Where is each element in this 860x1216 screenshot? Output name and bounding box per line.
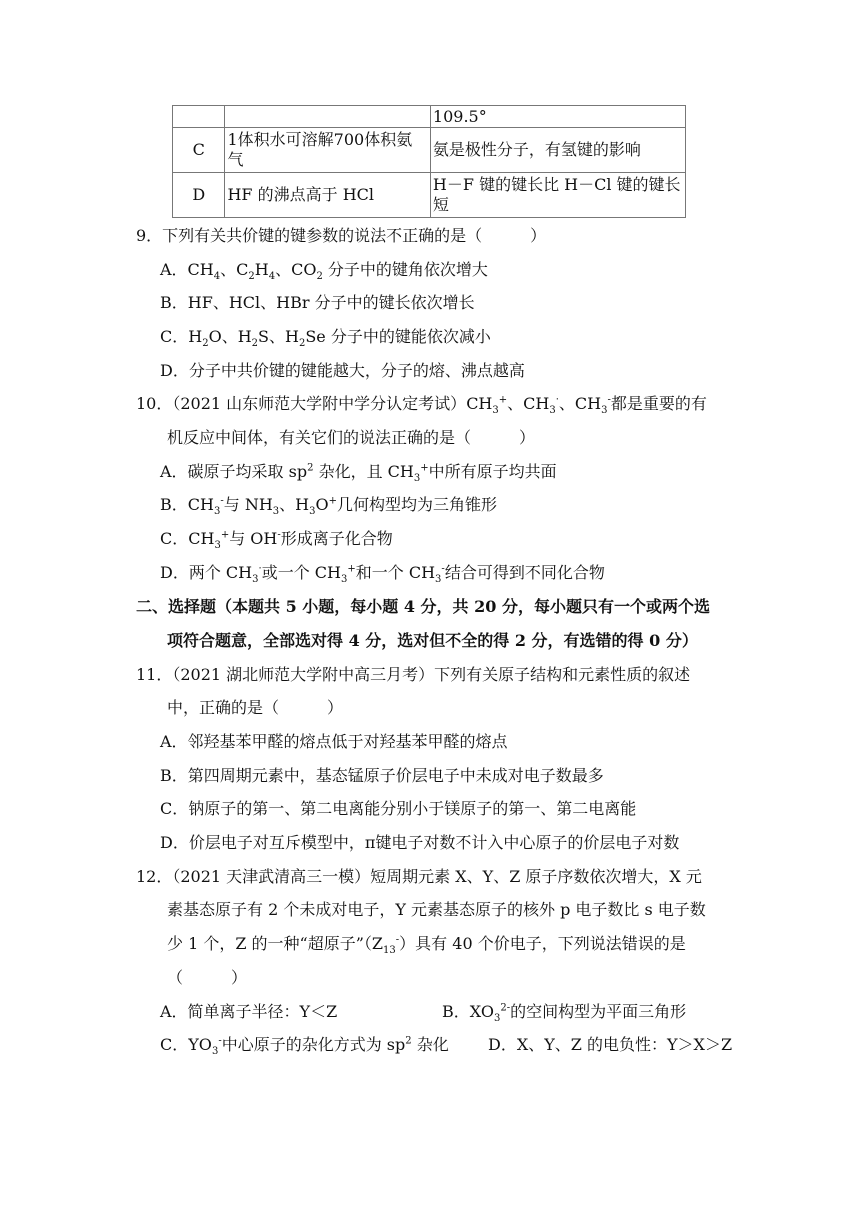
- question-11-stem-line1: 11．（2021 湖北师范大学附中高三月考）下列有关原子结构和元素性质的叙述: [136, 665, 691, 684]
- question-10-stem-line2: 机反应中间体，有关它们的说法正确的是（ ）: [167, 428, 536, 447]
- question-10-option-b: B．$CH_3^-$与 $NH_3$、$H_3O^+$几何构型均为三角锥形: [160, 495, 498, 518]
- question-9-option-c: C．$H_2O$、$H_2S$、$H_2Se$ 分子中的键能依次减小: [160, 327, 491, 350]
- question-12-stem-line2: 素基态原子有 2 个未成对电子，Y 元素基态原子的核外 p 电子数比 s 电子数: [167, 900, 706, 919]
- question-11-option-b: B．第四周期元素中，基态锰原子价层电子中未成对电子数最多: [160, 766, 604, 785]
- question-9-option-d: D．分子中共价键的键能越大，分子的熔、沸点越高: [160, 361, 525, 380]
- question-10-option-a: A．碳原子均采取 $sp^2$ 杂化，且 $CH_3^+$中所有原子均共面: [160, 462, 557, 485]
- question-12-option-d: D．X、Y、Z 的电负性：Y＞X＞Z: [488, 1035, 733, 1054]
- table-row: [173, 106, 686, 128]
- question-10-option-c: C．$CH_3^+$与 OH-形成离子化合物: [160, 529, 393, 552]
- table-cell-fact: HF 的沸点高于 HCl: [225, 173, 430, 218]
- question-11-option-c: C．钠原子的第一、第二电离能分别小于镁原子的第一、第二电离能: [160, 799, 637, 818]
- table-cell-label: C: [173, 128, 225, 173]
- question-10-stem-line1: 10．（2021 山东师范大学附中学分认定考试）$CH_3^+$、$CH_3^\cdot$、$CH_3^-$都是重要的有: [136, 394, 707, 417]
- table-row: [173, 128, 686, 173]
- question-12-option-a: A．简单离子半径：Y＜Z: [160, 1002, 338, 1021]
- table-cell-label: D: [173, 173, 225, 218]
- question-12-option-b: B．$XO_3^{2-}$的空间构型为平面三角形: [442, 1002, 687, 1025]
- question-11-stem-line2: 中，正确的是（ ）: [167, 698, 344, 717]
- table-row: [173, 173, 686, 218]
- comparison-table: [172, 105, 686, 218]
- question-9-option-b: B．HF、HCl、HBr 分子中的键长依次增长: [160, 293, 475, 312]
- section-2-heading-line2: 项符合题意，全部选对得 4 分，选对但不全的得 2 分，有选错的得 0 分）: [167, 631, 698, 650]
- question-12-stem-line1: 12．（2021 天津武清高三一模）短周期元素 X、Y、Z 原子序数依次增大，X 元: [136, 867, 702, 886]
- table-cell-fact: [225, 106, 430, 128]
- question-9-stem: 9．下列有关共价键的键参数的说法不正确的是（ ）: [136, 226, 547, 245]
- question-12-stem-line4: （ ）: [167, 968, 248, 987]
- question-10-option-d: D．两个 $CH_3^\cdot$或一个 $CH_3^+$和一个 $CH_3^-$结合可得到不同化合物: [160, 563, 605, 586]
- table-cell-label: [173, 106, 225, 128]
- question-11-option-a: A．邻羟基苯甲醛的熔点低于对羟基苯甲醛的熔点: [160, 732, 508, 751]
- table-cell-explain: 109.5°: [430, 106, 685, 128]
- section-2-heading-line1: 二、选择题（本题共 5 小题，每小题 4 分，共 20 分，每小题只有一个或两个选: [136, 597, 710, 616]
- table-cell-fact: 1体积水可溶解700体积氨气: [225, 128, 430, 173]
- question-11-option-d: D．价层电子对互斥模型中，π键电子对数不计入中心原子的价层电子对数: [160, 833, 680, 852]
- question-12-stem-line3: 少 1 个，Z 的一种“超原子$”(Z_{13}^-)$具有 40 个价电子，下列说法错误的是: [167, 934, 686, 957]
- question-9-option-a: A．$CH_4$、$C_2H_4$、$CO_2$ 分子中的键角依次增大: [160, 260, 488, 283]
- table-cell-explain: H－F 键的键长比 H－Cl 键的键长短: [430, 173, 685, 218]
- table-cell-explain: 氨是极性分子，有氢键的影响: [430, 128, 685, 173]
- question-12-option-c: C．$YO_3^-$中心原子的杂化方式为 $sp^2$ 杂化: [160, 1035, 449, 1058]
